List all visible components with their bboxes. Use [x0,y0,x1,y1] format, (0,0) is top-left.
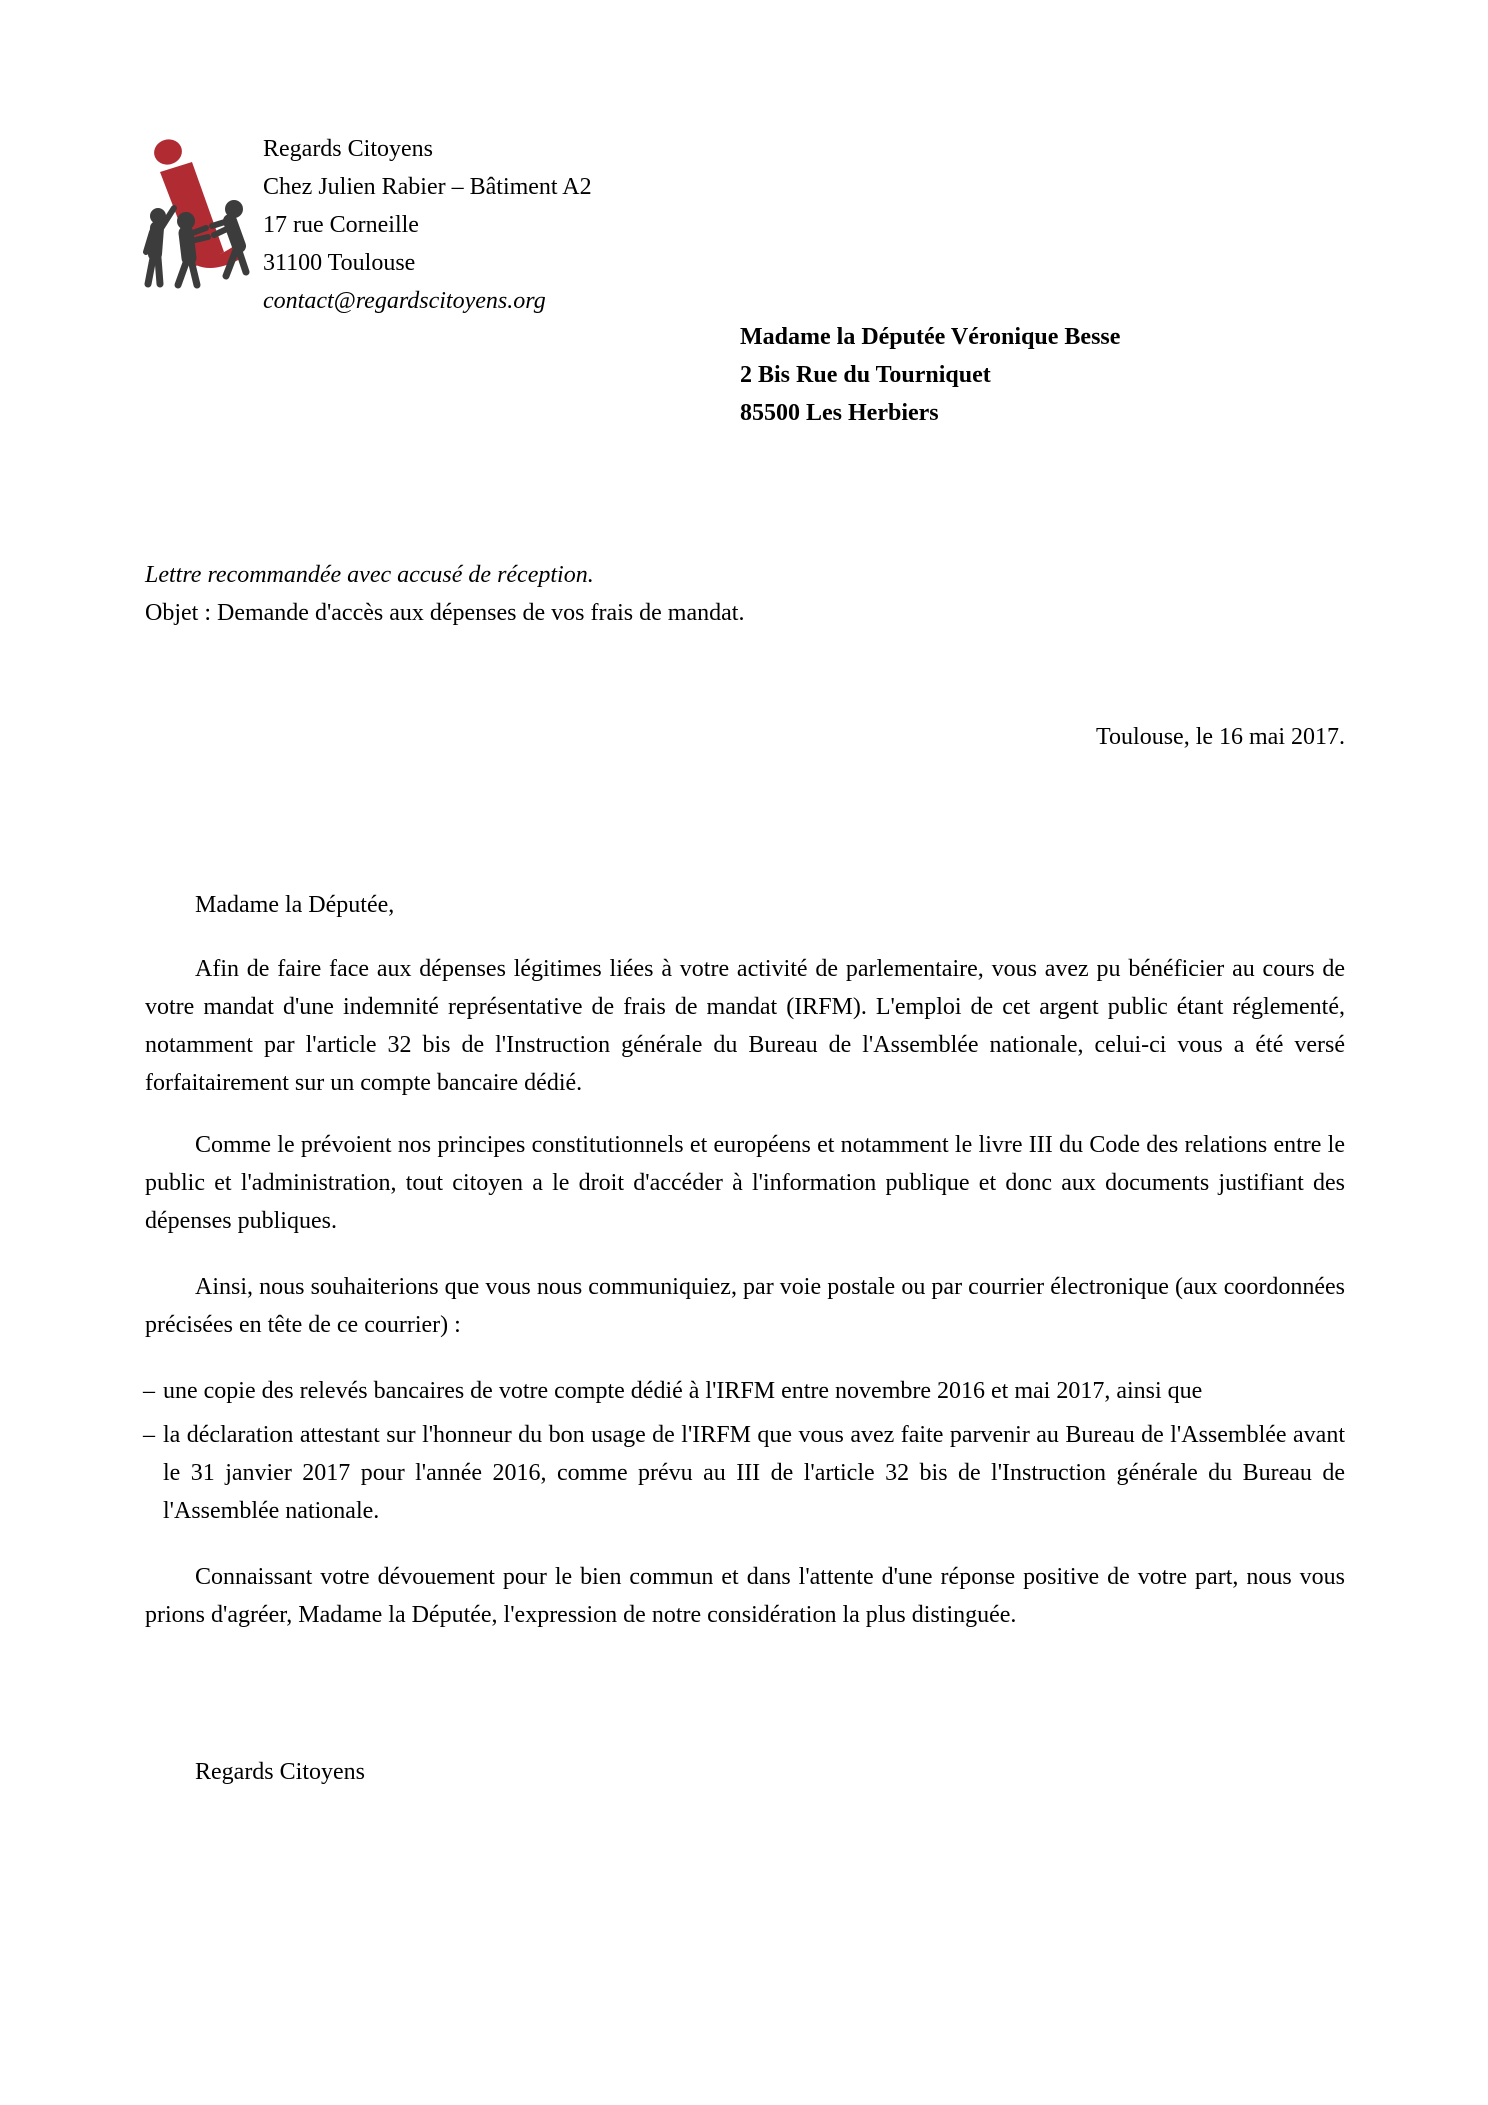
sender-city: 31100 Toulouse [263,250,416,276]
signature: Regards Citoyens [195,1759,365,1785]
list-item-text: la déclaration attestant sur l'honneur du bon usage de l'IRFM que vous avez faite parvenir au Bureau de l'Assemblée avant le 31 janvier 2017 pour l'année 2016, comme prévu au III de l'article 32 bis de l'Instruction générale du Bureau de l'Assemblée nationale. [163,1422,1345,1524]
list-item-bank-statements [145,1372,1345,1410]
registered-mail-notice: Lettre recommandée avec accusé de réception. [145,562,594,588]
recipient-name: Madame la Députée Véronique Besse [740,324,1121,350]
request-list [145,1372,1345,1536]
regards-citoyens-logo-icon [140,136,250,290]
sender-name: Regards Citoyens [263,136,433,162]
sender-line-co: Chez Julien Rabier – Bâtiment A2 [263,174,592,200]
subject-line: Objet : Demande d'accès aux dépenses de vos frais de mandat. [145,600,745,626]
paragraph-irfm-intro: Afin de faire face aux dépenses légitimes liées à votre activité de parlementaire, vous avez pu bénéficier au cours de votre mandat d'une indemnité représentative de frais de mandat (IRFM). L'emploi de cet argent public étant réglementé, notamment par l'article 32 bis de l'Instruction générale du Bureau de l'Assemblée nationale, celui-ci vous a été versé forfaitairement sur un compte bancaire dédié. [145,956,1345,1096]
sender-address [263,130,592,320]
sender-street: 17 rue Corneille [263,212,419,238]
salutation: Madame la Députée, [195,892,395,918]
date-line: Toulouse, le 16 mai 2017. [1096,724,1345,750]
recipient-address [740,318,1120,432]
paragraph-request-lead: Ainsi, nous souhaiterions que vous nous communiquiez, par voie postale ou par courrier électronique (aux coordonnées précisées en tête de ce courrier) : [145,1274,1345,1338]
list-dash-icon: – [143,1422,155,1448]
sender-email: contact@regardscitoyens.org [263,288,546,314]
recipient-city: 85500 Les Herbiers [740,400,939,426]
regards-citoyens-logo [140,136,250,290]
recipient-street: 2 Bis Rue du Tourniquet [740,362,991,388]
list-item-text: une copie des relevés bancaires de votre compte dédié à l'IRFM entre novembre 2016 et mai 2017, ainsi que [163,1378,1203,1404]
list-item-declaration [145,1416,1345,1530]
closing-paragraph: Connaissant votre dévouement pour le bien commun et dans l'attente d'une réponse positive de votre part, nous vous prions d'agréer, Madame la Députée, l'expression de notre considération la plus distinguée. [145,1564,1345,1628]
list-dash-icon: – [143,1378,155,1404]
paragraph-legal-basis: Comme le prévoient nos principes constitutionnels et européens et notamment le livre III du Code des relations entre le public et l'administration, tout citoyen a le droit d'accéder à l'information publique et donc aux documents justifiant des dépenses publiques. [145,1132,1345,1234]
